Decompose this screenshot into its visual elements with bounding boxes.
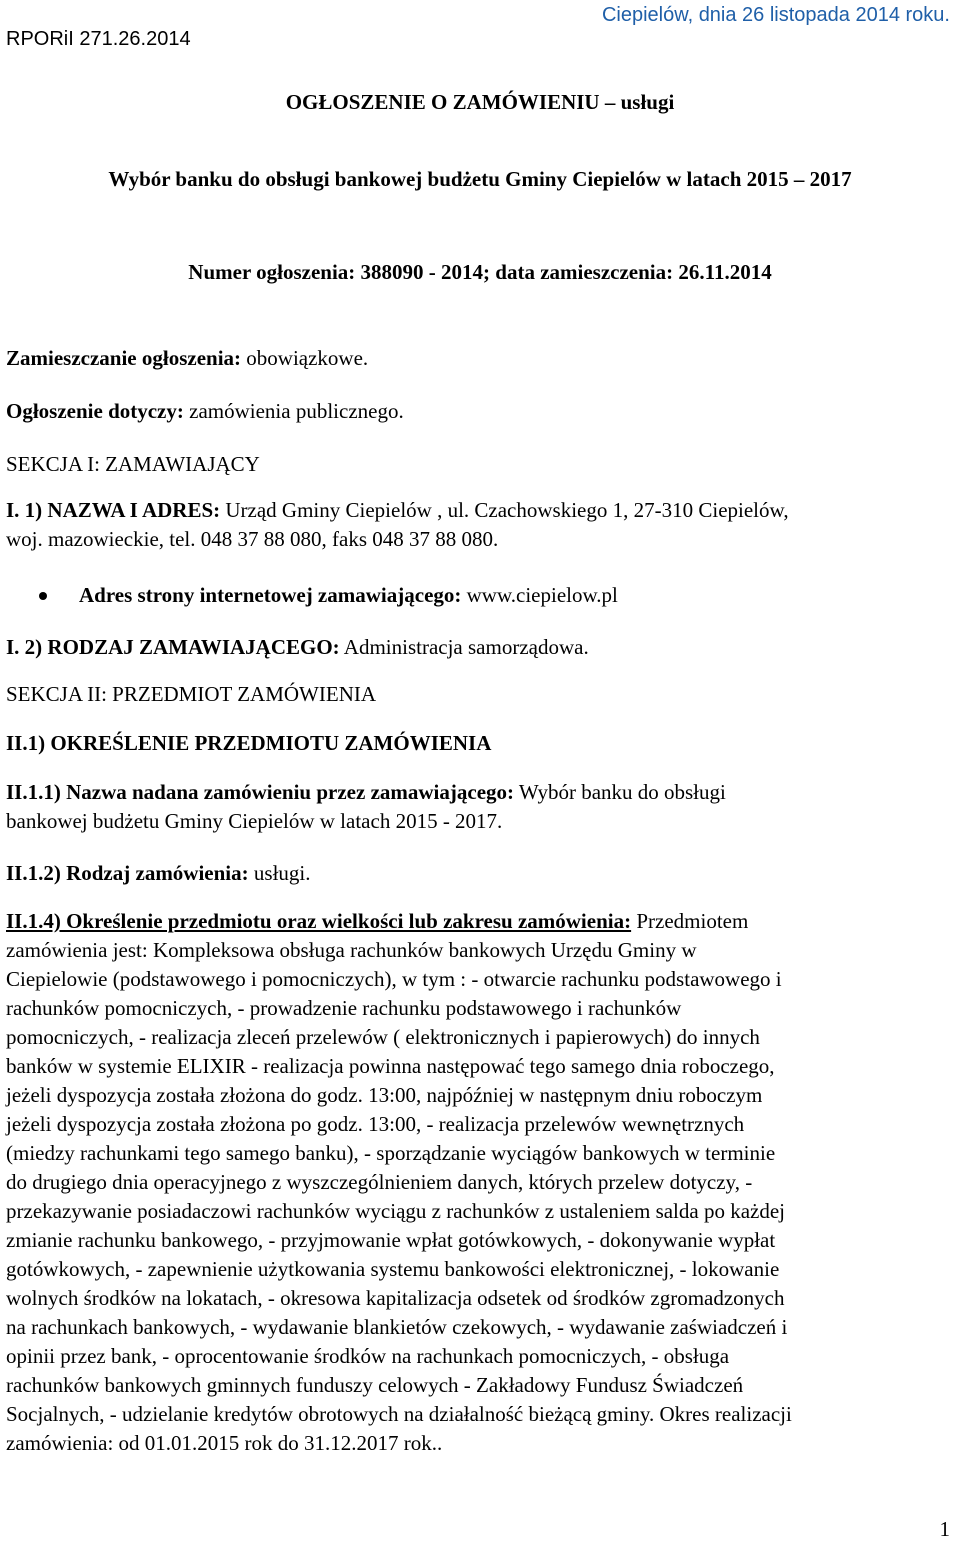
name-address-line1: Urząd Gminy Ciepielów , ul. Czachowskiego 1, 27-310 Ciepielów, bbox=[225, 498, 789, 522]
place-date: Ciepielów, dnia 26 listopada 2014 roku. bbox=[601, 4, 950, 26]
scope-label: II.1.4) Określenie przedmiotu oraz wielkości lub zakresu zamówienia: bbox=[6, 909, 632, 933]
website-value: www.ciepielow.pl bbox=[466, 583, 618, 607]
authority-type-line bbox=[6, 633, 589, 662]
scope-first-words: Przedmiotem bbox=[636, 909, 749, 933]
scope-line: wolnych środków na lokatach, - okresowa kapitalizacja odsetek od środków zgromadzonych bbox=[6, 1286, 785, 1310]
scope-line: na rachunkach bankowych, - wydawanie blankietów czekowych, - wydawanie zaświadczeń i bbox=[6, 1315, 788, 1339]
order-name-label: II.1.1) Nazwa nadana zamówieniu przez zamawiającego: bbox=[6, 780, 515, 804]
authority-type-label: I. 2) RODZAJ ZAMAWIAJĄCEGO: bbox=[6, 635, 340, 659]
concerns-value: zamówienia publicznego. bbox=[189, 399, 404, 423]
scope-line: przekazywanie posiadaczowi rachunków wyciągu z rachunków z ustaleniem salda po każdej bbox=[6, 1199, 786, 1223]
order-name-line1: Wybór banku do obsługi bbox=[518, 780, 726, 804]
website-line bbox=[79, 581, 618, 610]
page-number: 1 bbox=[939, 1517, 950, 1541]
bullet-icon bbox=[39, 592, 47, 600]
placement-line bbox=[6, 344, 368, 373]
placement-value: obowiązkowe. bbox=[246, 346, 369, 370]
order-kind-line bbox=[6, 859, 310, 888]
website-label: Adres strony internetowej zamawiającego: bbox=[79, 583, 462, 607]
scope-line: Ciepielowie (podstawowego i pomocniczych), w tym : - otwarcie rachunku podstawowego i bbox=[6, 967, 782, 991]
name-address-line2: woj. mazowieckie, tel. 048 37 88 080, faks 048 37 88 080. bbox=[6, 527, 499, 551]
scope-line: rachunków bankowych gminnych funduszy celowych - Zakładowy Fundusz Świadczeń bbox=[6, 1373, 744, 1397]
name-address-label: I. 1) NAZWA I ADRES: bbox=[6, 498, 221, 522]
section2-subheading: II.1) OKREŚLENIE PRZEDMIOTU ZAMÓWIENIA bbox=[6, 731, 492, 755]
section1-heading: SEKCJA I: ZAMAWIAJĄCY bbox=[6, 452, 260, 476]
order-kind-value: usługi. bbox=[253, 861, 311, 885]
scope-line: zmianie rachunku bankowego, - przyjmowanie wpłat gotówkowych, - dokonywanie wypłat bbox=[6, 1228, 776, 1252]
order-name-line2: bankowej budżetu Gminy Ciepielów w latach 2015 - 2017. bbox=[6, 809, 503, 833]
scope-block bbox=[6, 907, 956, 1458]
placement-label: Zamieszczanie ogłoszenia: bbox=[6, 346, 242, 370]
contracting-authority-name bbox=[6, 496, 956, 554]
scope-line: gotówkowych, - zapewnienie użytkowania systemu bankowości elektronicznej, - lokowanie bbox=[6, 1257, 780, 1281]
order-kind-label: II.1.2) Rodzaj zamówienia: bbox=[6, 861, 249, 885]
notice-number: Numer ogłoszenia: 388090 - 2014; data zamieszczenia: 26.11.2014 bbox=[188, 260, 772, 284]
concerns-line bbox=[6, 397, 404, 426]
scope-line: rachunków pomocniczych, - prowadzenie rachunku podstawowego i rachunków bbox=[6, 996, 682, 1020]
scope-line: banków w systemie ELIXIR - realizacja powinna następować tego samego dnia roboczego, bbox=[6, 1054, 775, 1078]
authority-type-value: Administracja samorządowa. bbox=[343, 635, 589, 659]
scope-line: jeżeli dyspozycja została złożona do godz. 13:00, najpóźniej w następnym dniu roboczym bbox=[6, 1083, 763, 1107]
section2-heading: SEKCJA II: PRZEDMIOT ZAMÓWIENIA bbox=[6, 682, 377, 706]
order-name-block bbox=[6, 778, 956, 836]
scope-line: zamówienia: od 01.01.2015 rok do 31.12.2017 rok.. bbox=[6, 1431, 443, 1455]
scope-line: jeżeli dyspozycja została złożona po godz. 13:00, - realizacja przelewów wewnętrznych bbox=[6, 1112, 745, 1136]
notice-subtitle: Wybór banku do obsługi bankowej budżetu Gminy Ciepielów w latach 2015 – 2017 bbox=[108, 167, 852, 191]
concerns-label: Ogłoszenie dotyczy: bbox=[6, 399, 184, 423]
scope-line: Socjalnych, - udzielanie kredytów obrotowych na działalność bieżącą gminy. Okres realizacji bbox=[6, 1402, 792, 1426]
reference-number: RPORiI 271.26.2014 bbox=[6, 28, 191, 50]
scope-line: zamówienia jest: Kompleksowa obsługa rachunków bankowych Urzędu Gminy w bbox=[6, 938, 697, 962]
scope-line: pomocniczych, - realizacja zleceń przelewów ( elektronicznych i papierowych) do innych bbox=[6, 1025, 760, 1049]
notice-title: OGŁOSZENIE O ZAMÓWIENIU – usługi bbox=[285, 90, 675, 114]
scope-line: (miedzy rachunkami tego samego banku), - sporządzanie wyciągów bankowych w terminie bbox=[6, 1141, 776, 1165]
scope-line: do drugiego dnia operacyjnego z wyszczególnieniem danych, których przelew dotyczy, - bbox=[6, 1170, 753, 1194]
scope-line: opinii przez bank, - oprocentowanie środków na rachunkach pomocniczych, - obsługa bbox=[6, 1344, 730, 1368]
